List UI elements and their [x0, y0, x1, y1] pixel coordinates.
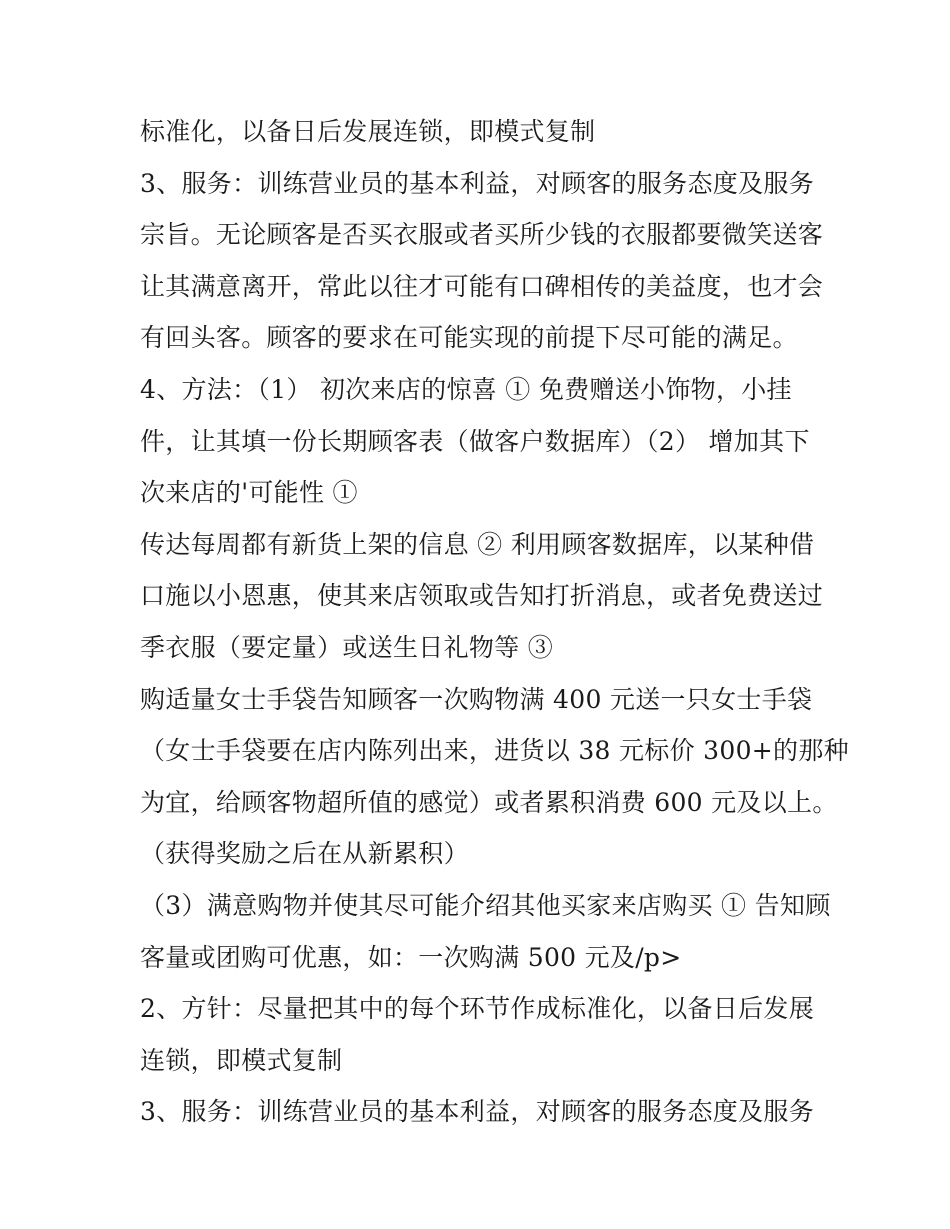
text-line: 3、服务：训练营业员的基本利益，对顾客的服务态度及服务	[140, 168, 815, 198]
text-line: 宗旨。无论顾客是否买衣服或者买所少钱的衣服都要微笑送客	[140, 220, 824, 250]
text-line: （女士手袋要在店内陈列出来，进货以 38 元标价 300+的那种	[140, 736, 849, 766]
text-line: 4、方法：（1） 初次来店的惊喜 ① 免费赠送小饰物，小挂	[140, 374, 792, 404]
text-line: 2、方针：尽量把其中的每个环节作成标准化，以备日后发展	[140, 994, 815, 1024]
text-line: 季衣服（要定量）或送生日礼物等 ③	[140, 632, 554, 662]
text-line: 为宜，给顾客物超所值的感觉）或者累积消费 600 元及以上。	[140, 787, 838, 817]
text-line: 次来店的'可能性 ①	[140, 478, 358, 508]
text-line: 有回头客。顾客的要求在可能实现的前提下尽可能的满足。	[140, 323, 798, 353]
text-line: 客量或团购可优惠，如：一次购满 500 元及/p>	[140, 942, 682, 972]
text-line: 口施以小恩惠，使其来店领取或告知打折消息，或者免费送过	[140, 581, 824, 611]
text-line: 3、服务：训练营业员的基本利益，对顾客的服务态度及服务	[140, 1097, 815, 1127]
text-line: （获得奖励之后在从新累积）	[140, 839, 469, 869]
text-line: 传达每周都有新货上架的信息 ② 利用顾客数据库，以某种借	[140, 529, 815, 559]
text-line: 件，让其填一份长期顾客表（做客户数据库）（2） 增加其下	[140, 426, 810, 456]
text-line: 标准化，以备日后发展连锁，即模式复制	[140, 117, 596, 146]
text-line: 让其满意离开，常此以往才可能有口碑相传的美益度，也才会	[140, 271, 824, 301]
document-body	[140, 106, 849, 1138]
text-line: 连锁，即模式复制	[140, 1045, 343, 1075]
text-line: 购适量女士手袋告知顾客一次购物满 400 元送一只女士手袋	[140, 684, 813, 714]
text-line: （3）满意购物并使其尽可能介绍其他买家来店购买 ① 告知顾	[140, 890, 831, 920]
